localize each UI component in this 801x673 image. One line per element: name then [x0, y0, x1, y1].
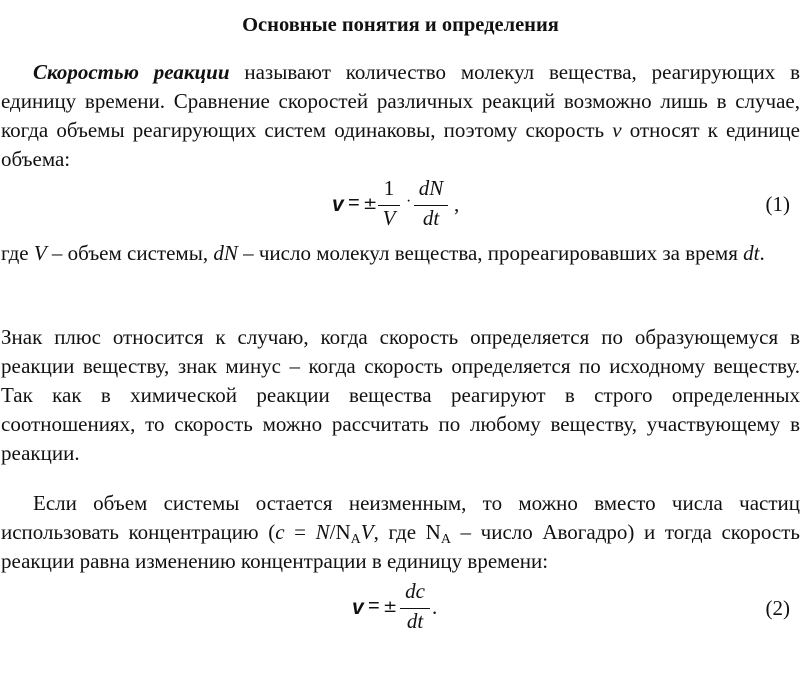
formula-1-dot: · [406, 193, 412, 210]
p4-symbol-V: V [360, 520, 374, 544]
formula-1-equals: = [348, 192, 360, 214]
paragraph-sign-convention: Знак плюс относится к случаю, когда скорость определяется по образующемуся в реакции веществу, знак минус – когда скорость определяется по исходному веществу. Так как в химической реакции вещества реагируют в строго определенных соотношениях, то скорость можно рассчитать по любому веществу, участвующему в реакции. [1, 325, 800, 465]
p2-text-4: . [759, 241, 765, 265]
formula-1-denominator-2: dt [422, 206, 440, 230]
formula-1 [332, 176, 472, 236]
p1-tail: относят к единице объема: [1, 118, 800, 171]
formula-2-equals: = [368, 595, 380, 617]
p4-text-3: /N [329, 520, 351, 544]
formula-1-plus-minus: ± [363, 194, 378, 214]
formula-2-plus-minus: ± [383, 597, 398, 617]
p4-symbol-N: N [315, 520, 330, 544]
p2-symbol-dt: dt [743, 241, 760, 265]
paragraph-reaction-rate-definition [1, 58, 800, 174]
section-title: Основные понятия и определения [242, 14, 559, 36]
p4-text-1: Если объем системы остается неизменным, то можно вместо числа частиц использовать концентрацию ( [1, 491, 800, 544]
formula-1-denominator-1: V [382, 206, 396, 230]
p4-symbol-c: c [275, 520, 285, 544]
p2-symbol-V: V [33, 241, 47, 265]
formula-2-denominator: dt [406, 609, 424, 633]
formula-2-numerator: dc [405, 579, 425, 603]
formula-1-numerator-1: 1 [383, 176, 395, 200]
p4-text-4: , где N [373, 520, 441, 544]
p1-symbol-v: v [612, 118, 622, 142]
equation-number-1: (1) [765, 192, 790, 216]
formula-2-period: . [432, 595, 438, 619]
p1-text: называют количество молекул вещества, реагирующих в единицу времени. Сравнение скоростей различных реакций возможно лишь в случае, когда объемы реагирующих систем одинаковы, поэтому скорость [1, 60, 800, 142]
formula-1-comma: , [454, 192, 460, 216]
term-reaction-rate: Скоростью реакции [33, 60, 230, 84]
equation-number-2: (2) [765, 596, 790, 620]
paragraph-concentration [1, 489, 800, 576]
formula-2-lhs: v [352, 596, 364, 619]
p4-text-5: – число Авогадро) и тогда скорость реакции равна изменению концентрации в единицу времени: [1, 520, 801, 573]
formula-2 [352, 579, 452, 643]
p4-subscript-A-1: A [350, 532, 361, 547]
formula-1-numerator-2: dN [418, 176, 444, 200]
p4-text-2: = [284, 520, 316, 544]
paragraph-variables [1, 239, 800, 268]
formula-1-lhs: v [332, 193, 344, 216]
p2-text-3: – число молекул вещества, прореагировавших за время [237, 241, 744, 265]
p4-subscript-A-2: A [440, 532, 451, 547]
p2-text-2: – объем системы, [46, 241, 214, 265]
p2-symbol-dN: dN [213, 241, 238, 265]
p2-text-1: где [1, 241, 34, 265]
